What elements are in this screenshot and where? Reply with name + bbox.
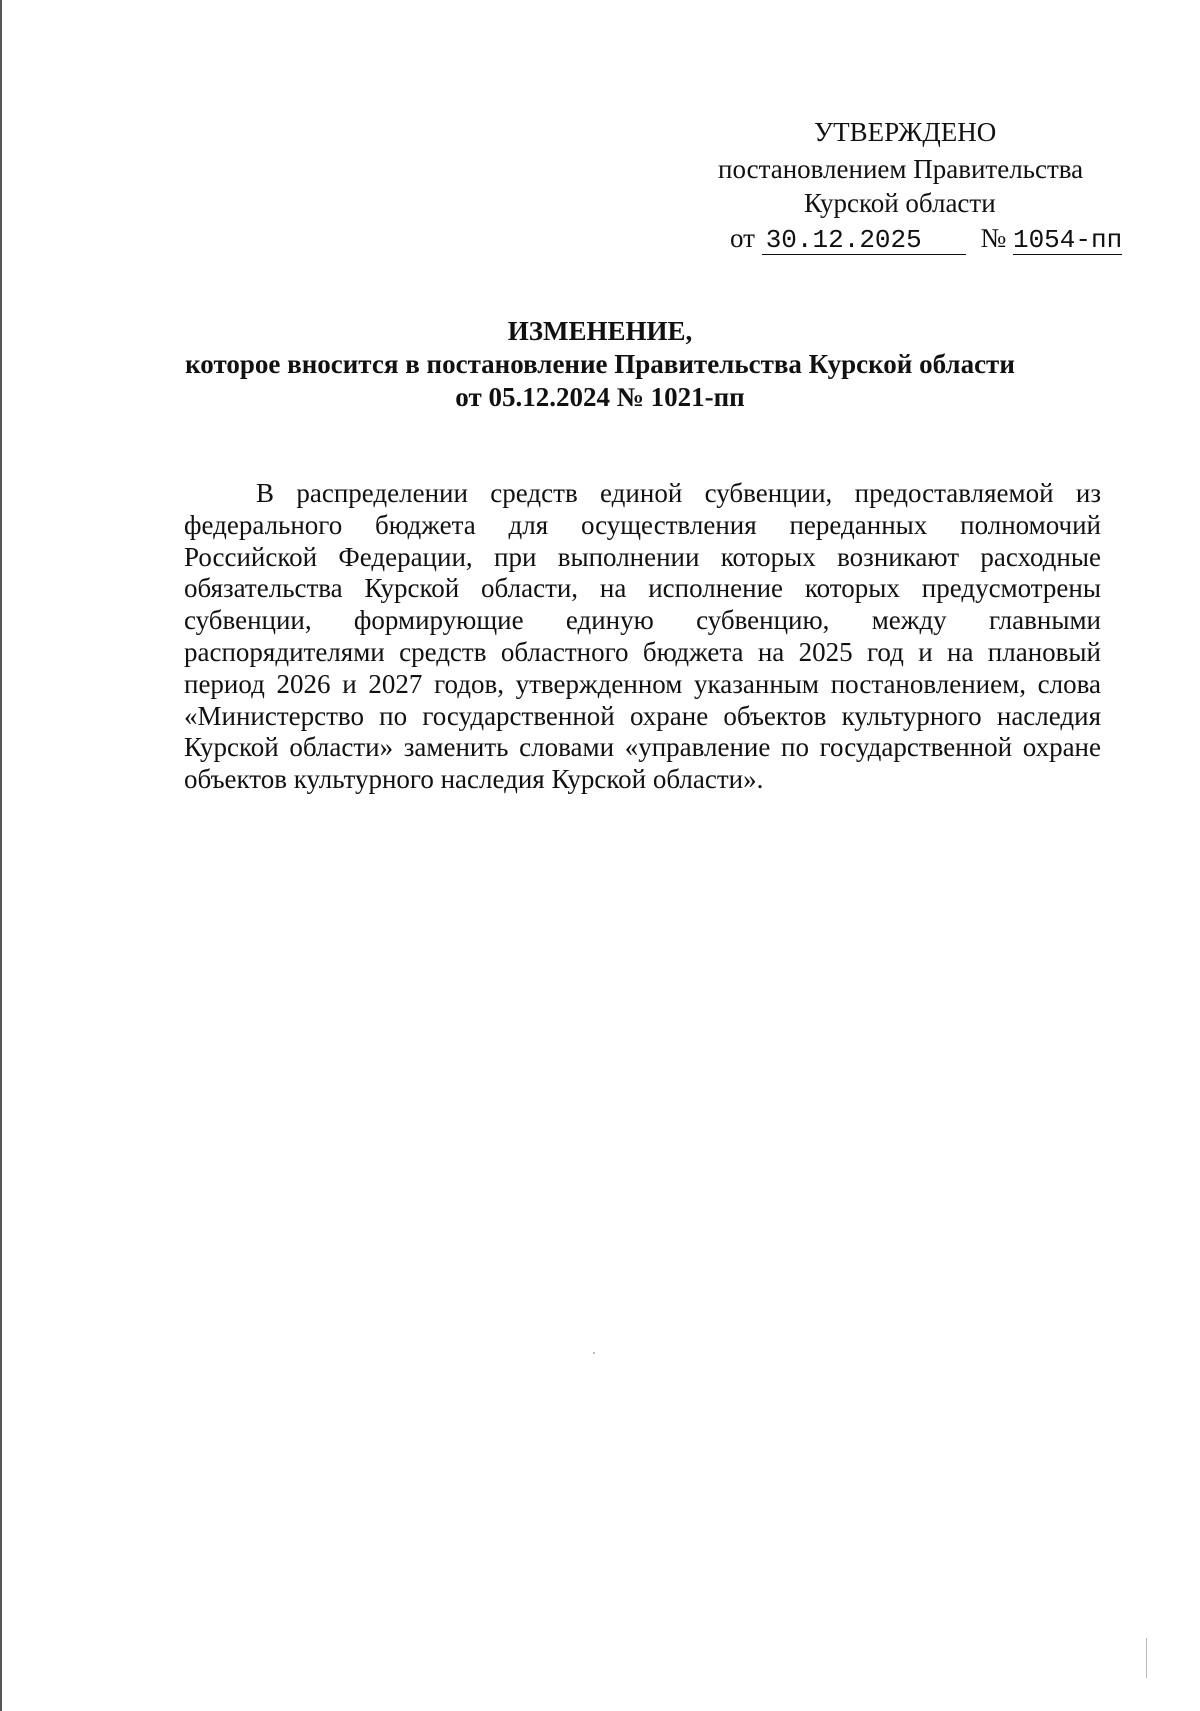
heading-subtitle: которое вносится в постановление Правительства Курской области: [185, 349, 1015, 379]
number-prefix: №: [980, 223, 1007, 253]
scan-edge: [0, 0, 2, 1711]
approval-date-number-line: [730, 221, 1122, 255]
approval-date: 30.12.2025: [762, 226, 966, 255]
heading-reference: от 05.12.2024 № 1021-пп: [455, 382, 745, 412]
document-heading: [140, 315, 1060, 414]
date-prefix: от: [730, 223, 755, 253]
scan-speck: [593, 1352, 595, 1354]
scan-speck: [1146, 1638, 1147, 1678]
approval-line-authority: постановлением Правительства: [718, 154, 1084, 184]
approval-number: 1054-пп: [1012, 225, 1123, 255]
heading-title: ИЗМЕНЕНИЕ,: [507, 316, 693, 346]
body-paragraph: В распределении средств единой субвенции, предоставляемой из федерального бюджета для осуществления переданных полномочий Российской Федерации, при выполнении которых возникают расходные обязательства Курской области, на исполнение которых предусмотрены субвенции, формирующие единую субвенцию, между главными распорядителями средств областного бюджета на 2025 год и на плановый период 2026 и 2027 годов, утвержденном указанным постановлением, слова «Министерство по государственной охране объектов культурного наследия Курской области» заменить словами «управление по государственной охране объектов культурного наследия Курской области».: [184, 478, 1101, 795]
approval-line-region: Курской области: [804, 188, 996, 218]
approval-title: УТВЕРЖДЕНО: [814, 117, 997, 147]
